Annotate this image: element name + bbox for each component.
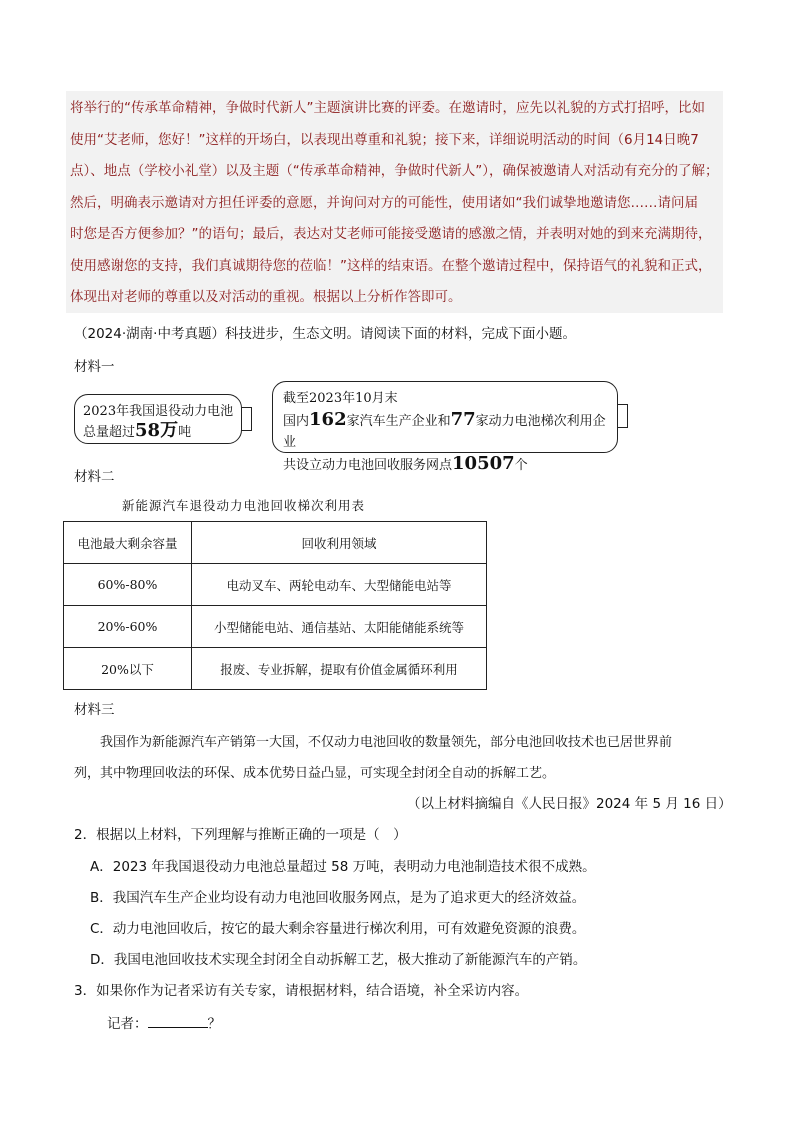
table-row [64, 648, 487, 690]
bubble-left-unit: 吨 [178, 425, 192, 440]
option-d[interactable]: D．我国电池回收技术实现全封闭全自动拆解工艺，极大推动了新能源汽车的产销。 [90, 952, 587, 968]
table-caption: 新能源汽车退役动力电池回收梯次利用表 [122, 498, 366, 513]
bubble-right-text: 家动力电池梯次利用企业 [283, 414, 606, 450]
table-row [64, 606, 487, 648]
answer-line: 点）、地点（学校小礼堂）以及主题（“传承革命精神，争做时代新人”），确保被邀请人对活动有充分的了解； [70, 163, 719, 179]
material-two-heading: 材料二 [74, 469, 115, 485]
bubble-tab [241, 407, 252, 431]
bubble-right-text: 共设立动力电池回收服务网点 [283, 458, 453, 473]
option-a[interactable]: A．2023 年我国退役动力电池总量超过 58 万吨，表明动力电池制造技术很不成熟。 [90, 859, 596, 875]
table-cell-usage: 小型储能电站、通信基站、太阳能储能系统等 [192, 606, 487, 648]
bubble-right-text: 家汽车生产企业和 [346, 414, 451, 429]
bubble-left-line1: 2023年我国退役动力电池 [83, 404, 234, 419]
question-intro: （2024·湖南·中考真题）科技进步，生态文明。请阅读下面的材料，完成下面小题。 [74, 326, 576, 342]
reporter-line [107, 1012, 221, 1032]
question-2-stem: 2．根据以上材料，下列理解与推断正确的一项是（ ） [74, 827, 407, 843]
answer-analysis-block [66, 91, 723, 313]
answer-line: 使用感谢您的支持，我们真诚期待您的莅临！”这样的结束语。在整个邀请过程中，保持语气的礼貌和正式， [70, 257, 712, 274]
recycle-table [63, 521, 487, 690]
bubble-left-number: 58万 [135, 420, 179, 441]
question-3-stem: 3．如果你作为记者采访有关专家，请根据材料，结合语境，补全采访内容。 [74, 983, 529, 999]
table-cell-capacity: 20%-60% [64, 606, 192, 648]
table-cell-usage: 电动叉车、两轮电动车、大型储能电站等 [192, 564, 487, 606]
answer-line: 将举行的“传承革命精神，争做时代新人”主题演讲比赛的评委。在邀请时，应先以礼貌的方式打招呼，比如 [70, 100, 705, 116]
table-header-cell: 回收利用领域 [192, 522, 487, 564]
bubble-right-unit: 个 [514, 458, 528, 473]
answer-line: 使用“艾老师，您好！”这样的开场白，以表现出尊重和礼貌；接下来，详细说明活动的时间（6月14日晚7 [70, 131, 699, 148]
bubble-right-number: 10507 [452, 453, 515, 474]
material-three-text [74, 727, 724, 789]
bubble-tab [617, 404, 628, 428]
reporter-question-mark: ？ [207, 1016, 221, 1032]
table-cell-capacity: 60%-80% [64, 564, 192, 606]
answer-line: 时您是否方便参加？”的语句；最后，表达对艾老师可能接受邀请的感激之情，并表明对她的到来充满期待， [70, 226, 712, 242]
bubble-right-line1: 截至2023年10月末 [283, 391, 398, 406]
reporter-answer-blank[interactable] [148, 1013, 208, 1028]
bubble-right-line2 [283, 409, 617, 453]
bubble-right-number: 77 [450, 409, 476, 430]
bubble-right-number: 162 [309, 409, 347, 430]
material-three-line: 列，其中物理回收法的环保、成本优势日益凸显，可实现全封闭全自动的拆解工艺。 [74, 766, 556, 781]
material-three-heading: 材料三 [74, 702, 115, 718]
source-note: （以上材料摘编自《人民日报》2024 年 5 月 16 日） [407, 796, 732, 812]
table-header-cell: 电池最大剩余容量 [64, 522, 192, 564]
option-c[interactable]: C．动力电池回收后，按它的最大剩余容量进行梯次利用，可有效避免资源的浪费。 [90, 921, 586, 937]
material-three-line: 我国作为新能源汽车产销第一大国，不仅动力电池回收的数量领先，部分电池回收技术也已居世界前 [100, 735, 673, 750]
table-cell-capacity: 20%以下 [64, 648, 192, 690]
table-header-row [64, 522, 487, 564]
recycle-network-bubble [272, 381, 618, 474]
option-b[interactable]: B．我国汽车生产企业均设有动力电池回收服务网点，是为了追求更大的经济效益。 [90, 890, 586, 906]
bubble-left-text: 总量超过 [83, 425, 136, 440]
battery-total-bubble [74, 394, 242, 444]
bubble-right-line3 [283, 453, 617, 476]
reporter-label: 记者： [107, 1016, 148, 1032]
table-row [64, 564, 487, 606]
table-cell-usage: 报废、专业拆解，提取有价值金属循环利用 [192, 648, 487, 690]
material-one-heading: 材料一 [74, 359, 115, 375]
bubble-right-text: 国内 [283, 414, 310, 429]
bubble-left-line2 [83, 421, 241, 442]
answer-line: 然后，明确表示邀请对方担任评委的意愿，并询问对方的可能性，使用诸如“我们诚挚地邀请您……请问届 [70, 194, 698, 211]
answer-line: 体现出对老师的尊重以及对活动的重视。根据以上分析作答即可。 [70, 289, 462, 305]
